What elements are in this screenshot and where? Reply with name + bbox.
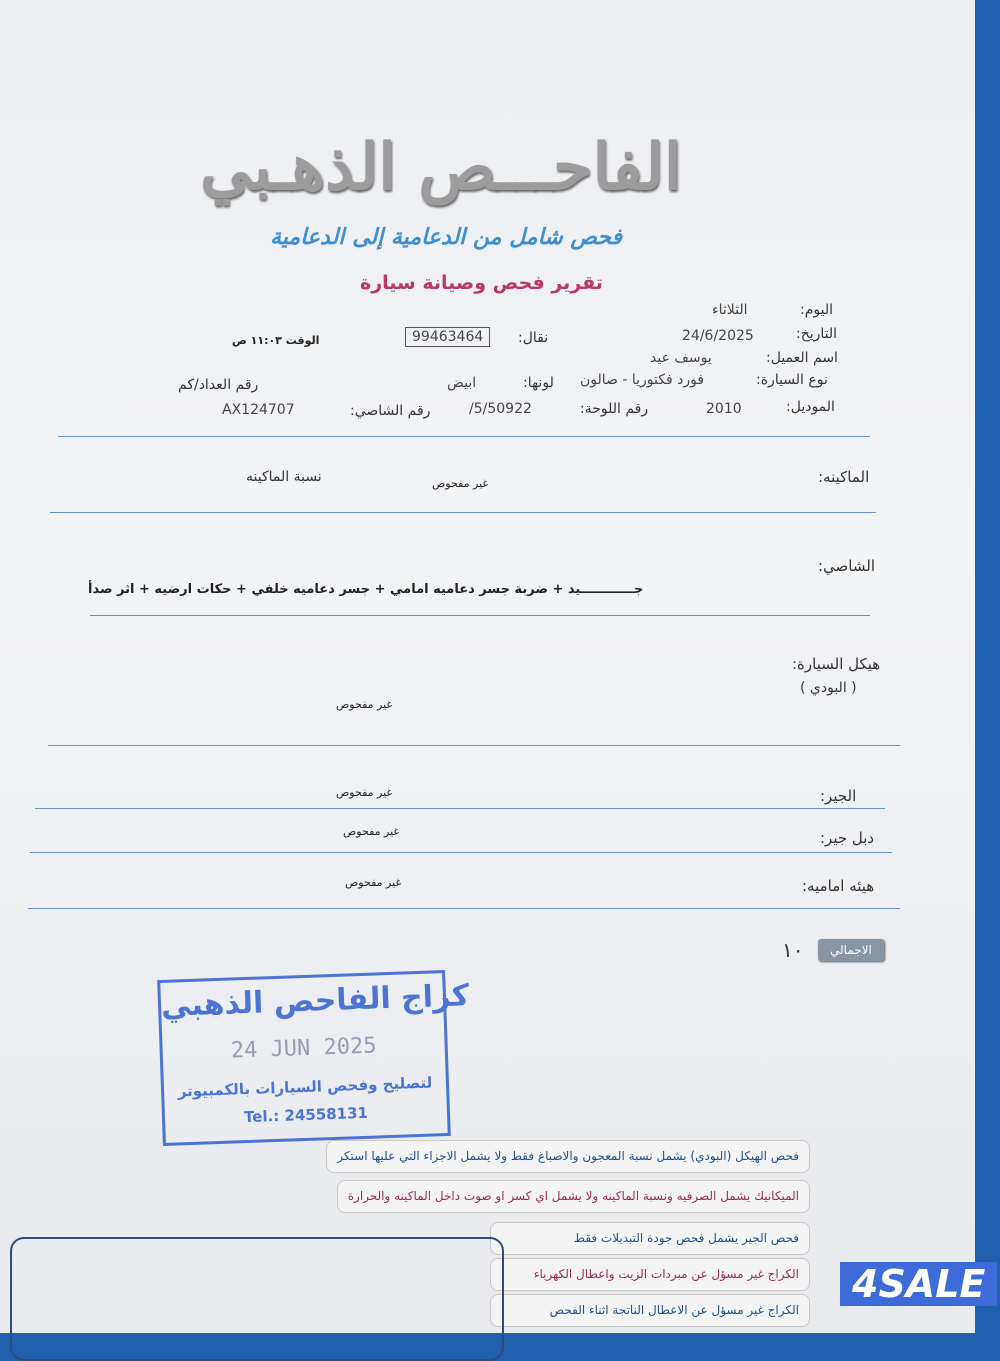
chassis-value: جــــــــــــيد + ضربة جسر دعاميه امامي + جسر دعاميه خلفي + حكات ارضيه + اثر صدأ bbox=[88, 582, 644, 597]
engine-value: غير مفحوص bbox=[432, 477, 489, 490]
divider bbox=[50, 512, 876, 513]
note-body: فحص الهيكل (البودي) يشمل نسبة المعجون والاصباغ فقط ولا يشمل الاجزاء التي عليها استكر bbox=[326, 1140, 810, 1173]
signature-box bbox=[10, 1237, 504, 1361]
date-label: التاريخ: bbox=[796, 326, 838, 342]
total-label: الاجمالي bbox=[818, 939, 884, 961]
body-sub-label: ( البودي ) bbox=[800, 680, 857, 696]
gear-label: الجير: bbox=[820, 787, 857, 805]
diff-gear-value: غير مفحوص bbox=[343, 825, 400, 838]
mobile-label: نقال: bbox=[518, 330, 549, 346]
plate-label: رقم اللوحة: bbox=[580, 401, 649, 417]
divider bbox=[28, 908, 900, 909]
engine-label: الماكينه: bbox=[818, 468, 870, 486]
garage-stamp bbox=[157, 970, 470, 1146]
time-value: الوقت ١١:٠٣ ص bbox=[232, 334, 320, 347]
color-label: لونها: bbox=[523, 375, 554, 391]
customer-value: يوسف عيد bbox=[650, 350, 712, 366]
car-type-value: فورد فكتوريا - صالون bbox=[580, 372, 705, 388]
mobile-value: 99463464 bbox=[405, 327, 490, 347]
watermark-logo: 4SALE bbox=[840, 1262, 997, 1306]
diff-gear-label: دبل جير: bbox=[820, 829, 875, 847]
stamp-desc: لتصليح وفحص السيارات بالكمبيوتر bbox=[177, 1073, 433, 1101]
model-value: 2010 bbox=[706, 401, 742, 417]
plate-value: /5/50922 bbox=[469, 401, 532, 417]
front-value: غير مفحوص bbox=[345, 876, 402, 889]
divider bbox=[90, 615, 870, 616]
company-subtitle: فحص شامل من الدعامية إلى الدعامية bbox=[270, 225, 623, 250]
chassis-label: الشاصي: bbox=[818, 557, 875, 575]
divider bbox=[35, 808, 885, 809]
divider bbox=[30, 852, 892, 853]
body-label: هيكل السيارة: bbox=[792, 655, 881, 673]
note-damage: الكراج غير مسؤل عن الاعطال الناتجة اثناء الفحص bbox=[490, 1294, 810, 1327]
front-label: هيئه اماميه: bbox=[802, 877, 875, 895]
model-label: الموديل: bbox=[786, 399, 835, 415]
divider bbox=[58, 436, 870, 437]
customer-label: اسم العميل: bbox=[766, 350, 838, 366]
day-label: اليوم: bbox=[800, 302, 833, 318]
chassis-no-label: رقم الشاصي: bbox=[350, 403, 431, 419]
note-oil: الكراج غير مسؤل عن مبردات الزيت واعطال الكهرباء bbox=[490, 1258, 810, 1291]
color-value: ابيض bbox=[447, 375, 477, 391]
date-value: 24/6/2025 bbox=[682, 328, 754, 344]
report-title: تقرير فحص وصيانة سيارة bbox=[360, 272, 603, 294]
company-title: الفاحـــص الذهـبي bbox=[200, 130, 682, 205]
car-type-label: نوع السيارة: bbox=[756, 372, 828, 388]
stamp-date: 24 JUN 2025 bbox=[230, 1033, 377, 1064]
day-value: الثلاثاء bbox=[712, 302, 748, 318]
stamp-tel: Tel.: 24558131 bbox=[243, 1103, 369, 1127]
chassis-no-value: AX124707 bbox=[222, 402, 295, 418]
note-gear: فحص الجير يشمل فحص جودة التبديلات فقط bbox=[490, 1222, 810, 1255]
stamp-name: كراج الفاحص الذهبي bbox=[160, 978, 470, 1024]
total-value: ١٠ bbox=[782, 938, 804, 962]
body-value: غير مفحوص bbox=[336, 698, 393, 711]
divider bbox=[48, 745, 900, 746]
gear-value: غير مفحوص bbox=[336, 786, 393, 799]
note-mechanic: الميكانيك يشمل الصرفيه ونسبة الماكينه ولا يشمل اي كسر او صوت داخل الماكينه والحرارة bbox=[337, 1180, 810, 1213]
engine-ratio-label: نسبة الماكينه bbox=[246, 469, 322, 485]
odometer-label: رقم العداد/كم bbox=[178, 377, 259, 393]
